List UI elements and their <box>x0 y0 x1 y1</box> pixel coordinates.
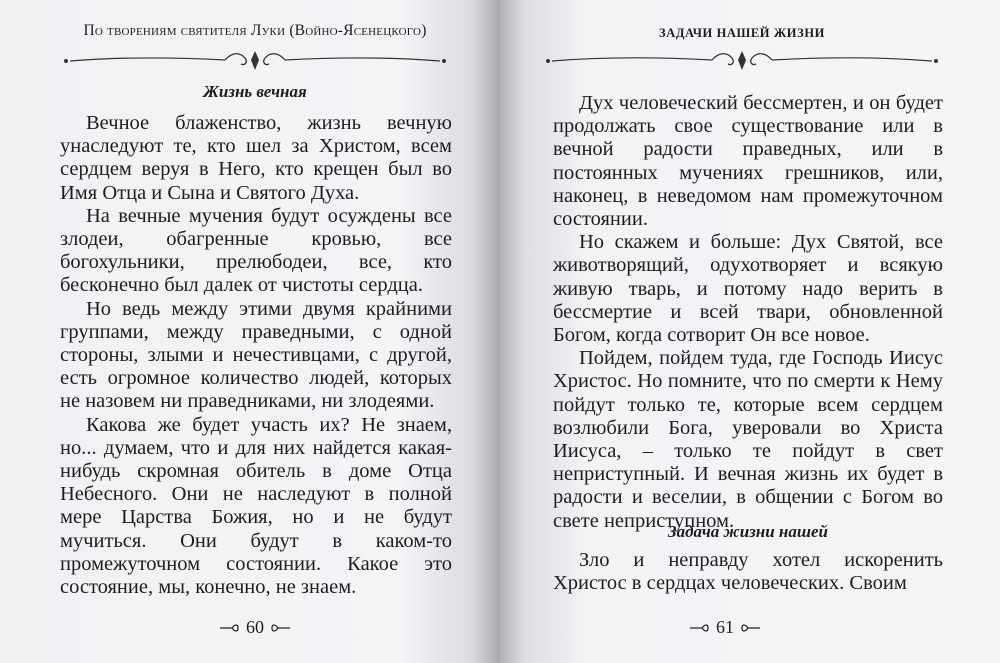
right-page <box>500 0 1000 663</box>
paragraph: Какова же будет участь их? Не знаем, но... думаем, что и для них найдется какая-нибудь скромная обитель в доме Отца Небесного. Они не наследуют в полной мере Царства Божия, но и не будут мучиться. Они будут в каком-то промежуточном состоянии. Какое это состояние, мы, конечно, не знаем. <box>60 413 452 599</box>
paragraph: Вечное блаженство, жизнь вечную унаследуют те, кто шел за Христом, всем сердцем веруя в Него, кто крещен был во Имя Отца и Сына и Святого Духа. <box>60 112 452 204</box>
page-number: 61 <box>716 617 734 637</box>
folio-ornament-icon <box>218 622 240 634</box>
section-title-eternal-life: Жизнь вечная <box>203 82 307 101</box>
ornament-divider-right <box>542 48 942 74</box>
paragraph: На вечные мучения будут осуждены все злодеи, обагренные кровью, все богохульники, прелюбодеи, все, кто бесконечно был далек от чистоты сердца. <box>60 204 452 297</box>
ornament-divider-left <box>60 48 450 74</box>
running-head-left: По творениям святителя Луки (Войно-Ясенецкого) <box>83 22 427 39</box>
page-number-right <box>665 617 785 638</box>
section-title-life-task: Задача жизни нашей <box>667 522 829 541</box>
right-body-text <box>553 92 943 533</box>
paragraph: Пойдем, пойдем туда, где Господь Иисус Христос. Но помните, что по смерти к Нему пойдут только те, которые всем сердцем возлюбили Бога, уверовали во Христа Иисуса, – только те пойдут в свет неприступный. И вечная жизнь их будет в радости и веселии, в общении с Богом во свете неприступном. <box>553 347 943 532</box>
folio-ornament-icon <box>688 622 710 634</box>
page-number-left <box>195 617 315 638</box>
paragraph: Но скажем и больше: Дух Святой, все животворящий, одухотворяет и всякую живую тварь, и потому надо верить в бессмертие и всей твари, обновленной Богом, когда сотворит Он все новое. <box>553 231 943 347</box>
paragraph: Зло и неправду хотел искоренить Христос в сердцах человеческих. Своим <box>553 549 943 595</box>
running-head-right: ЗАДАЧИ НАШЕЙ ЖИЗНИ <box>659 26 825 40</box>
folio-ornament-icon <box>270 622 292 634</box>
paragraph: Дух человеческий бессмертен, и он будет продолжать свое существование или в вечной радости праведных, или в постоянных мучениях грешников, или, наконец, в неведомом нам промежуточном состоянии. <box>553 92 943 231</box>
paragraph: Но ведь между этими двумя крайними группами, между праведными, с одной стороны, злыми и нечестивцами, с другой, есть огромное количество людей, которых не назовем ни праведниками, ни злодеями. <box>60 297 452 413</box>
left-body-text <box>60 112 452 599</box>
page-number: 60 <box>246 617 264 637</box>
right-section-text <box>553 549 943 595</box>
folio-ornament-icon <box>740 622 762 634</box>
